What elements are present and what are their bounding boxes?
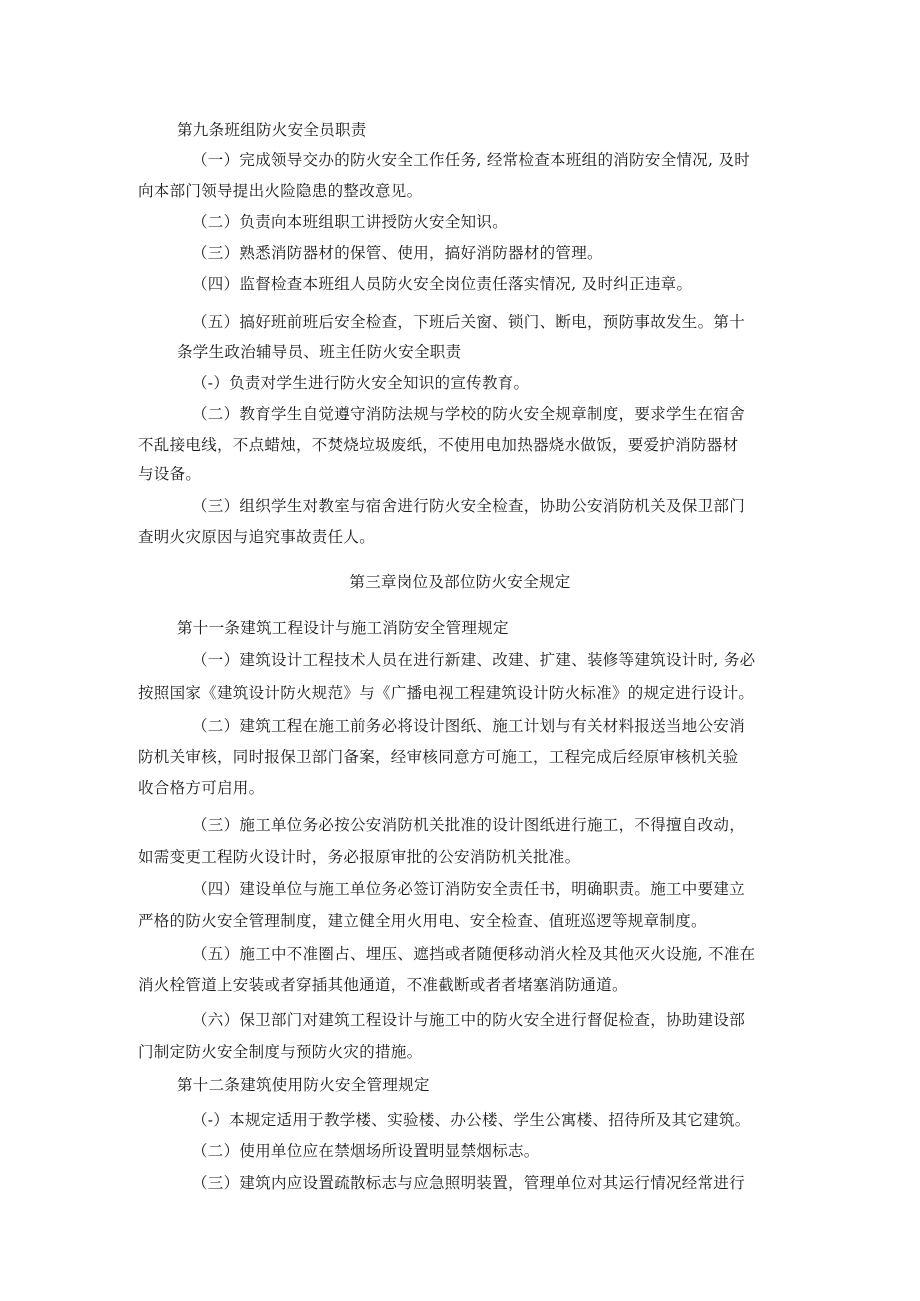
paragraph-line: 消火栓管道上安装或者穿插其他通道，不准截断或者者堵塞消防通道。 xyxy=(138,976,628,994)
article-heading: 条学生政治辅导员、班主任防火安全职责 xyxy=(177,343,462,361)
paragraph-line: （四）监督检查本班组人员防火安全岗位责任落实情况, 及时纠正违章。 xyxy=(192,275,693,293)
paragraph-line: 不乱接电线，不点蜡烛，不焚烧垃圾废纸，不使用电加热器烧水做饭，要爱护消防器材 xyxy=(138,436,739,454)
paragraph-line: 收合格方可启用。 xyxy=(138,779,265,797)
paragraph-line: 严格的防火安全管理制度，建立健全用火用电、安全检查、值班巡逻等规章制度。 xyxy=(138,912,707,930)
chapter-title: 第三章岗位及部位防火安全规定 xyxy=(349,573,571,591)
paragraph-line: （一）建筑设计工程技术人员在进行新建、改建、扩建、装修等建筑设计时, 务必 xyxy=(192,651,756,669)
paragraph-line: （五）施工中不准圈占、埋压、遮挡或者随便移动消火栓及其他灭火设施, 不准在 xyxy=(192,945,756,963)
paragraph-line: （二）使用单位应在禁烟场所设置明显禁烟标志。 xyxy=(192,1142,540,1160)
article-heading: 第十二条建筑使用防火安全管理规定 xyxy=(177,1076,430,1094)
paragraph-line: 如需变更工程防火设计时，务必报原审批的公安消防机关批准。 xyxy=(138,848,581,866)
paragraph-line: （四）建设单位与施工单位务必签订消防安全责任书，明确职责。施工中要建立 xyxy=(192,880,746,898)
paragraph-line: （二）教育学生自觉遵守消防法规与学校的防火安全规章制度，要求学生在宿舍 xyxy=(192,405,746,423)
paragraph-line: （六）保卫部门对建筑工程设计与施工中的防火安全进行督促检查，协助建设部 xyxy=(192,1011,746,1029)
article-heading: 第十一条建筑工程设计与施工消防安全管理规定 xyxy=(177,619,509,637)
paragraph-line: （三）熟悉消防器材的保管、使用，搞好消防器材的管理。 xyxy=(192,244,603,262)
paragraph-line: （二）负责向本班组职工讲授防火安全知识。 xyxy=(192,213,509,231)
paragraph-line: （三）组织学生对教室与宿舍进行防火安全检查，协助公安消防机关及保卫部门 xyxy=(192,497,746,515)
paragraph-line: （五）搞好班前班后安全检查，下班后关窗、锁门、断电，预防事故发生。第十 xyxy=(192,313,746,331)
paragraph-line: 查明火灾原因与追究事故责任人。 xyxy=(138,528,376,546)
paragraph-line: 与设备。 xyxy=(138,465,202,483)
paragraph-line: （一）完成领导交办的防火安全工作任务, 经常检查本班组的消防安全情况, 及时 xyxy=(192,151,751,169)
paragraph-line: 按照国家《建筑设计防火规范》与《广播电视工程建筑设计防火标准》的规定进行设计。 xyxy=(138,684,755,702)
paragraph-line: 门制定防火安全制度与预防火灾的措施。 xyxy=(138,1043,423,1061)
paragraph-line: 防机关审核，同时报保卫部门备案，经审核同意方可施工，工程完成后经原审核机关验 xyxy=(138,748,739,766)
paragraph-line: （三）施工单位务必按公安消防机关批准的设计图纸进行施工，不得擅自改动， xyxy=(192,816,746,834)
paragraph-line: （二）建筑工程在施工前务必将设计图纸、施工计划与有关材料报送当地公安消 xyxy=(192,717,746,735)
paragraph-line: （三）建筑内应设置疏散标志与应急照明装置，管理单位对其运行情况经常进行 xyxy=(192,1174,746,1192)
paragraph-line: （-）本规定适用于教学楼、实验楼、办公楼、学生公寓楼、招待所及其它建筑。 xyxy=(192,1111,751,1129)
paragraph-line: （-）负责对学生进行防火安全知识的宣传教育。 xyxy=(192,374,530,392)
paragraph-line: 向本部门领导提出火险隐患的整改意见。 xyxy=(138,182,423,200)
article-heading: 第九条班组防火安全员职责 xyxy=(177,121,367,139)
